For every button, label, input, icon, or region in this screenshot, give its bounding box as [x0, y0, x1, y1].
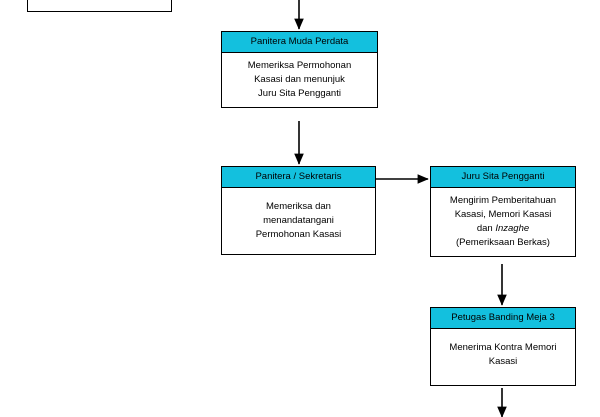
node-body-line: Permohonan Kasasi: [255, 228, 342, 240]
node-body-panitera-sekretaris: [221, 188, 376, 254]
node-body-petugas-banding-meja-3: [430, 329, 576, 386]
node-body-panitera-muda-perdata: [221, 53, 378, 107]
node-panitera-sekretaris[interactable]: [221, 166, 376, 255]
node-header-petugas-banding-meja-3: Petugas Banding Meja 3: [430, 307, 576, 329]
node-juru-sita-pengganti[interactable]: [430, 166, 576, 257]
node-body-text-dan: dan: [476, 222, 496, 234]
node-body-line: Menerima Kontra Memori: [449, 342, 557, 354]
node-body-line: (Pemeriksaan Berkas): [456, 236, 550, 248]
node-petugas-banding-meja-3[interactable]: [430, 307, 576, 386]
node-body-line: menandatangani: [263, 215, 334, 227]
top-left-partial-box: [27, 0, 172, 12]
node-body-line: Mengirim Pemberitahuan: [449, 195, 557, 207]
node-body-line: Juru Sita Pengganti: [258, 87, 341, 99]
node-body-line: Kasasi dan menunjuk: [254, 74, 345, 86]
node-body-line: Kasasi, Memori Kasasi: [454, 209, 552, 221]
node-header-panitera-sekretaris: Panitera / Sekretaris: [221, 166, 376, 188]
node-header-juru-sita-pengganti: Juru Sita Pengganti: [430, 166, 576, 188]
node-body-italic-term: Inzaghe: [495, 222, 530, 234]
node-panitera-muda-perdata[interactable]: [221, 31, 378, 108]
node-header-panitera-muda-perdata: Panitera Muda Perdata: [221, 31, 378, 53]
node-body-line: Memeriksa Permohonan: [247, 60, 352, 72]
node-body-line: Kasasi: [488, 356, 518, 368]
node-body-line: Memeriksa dan: [266, 201, 331, 213]
node-body-line-italic: [435, 222, 571, 236]
node-body-juru-sita-pengganti: [430, 188, 576, 256]
